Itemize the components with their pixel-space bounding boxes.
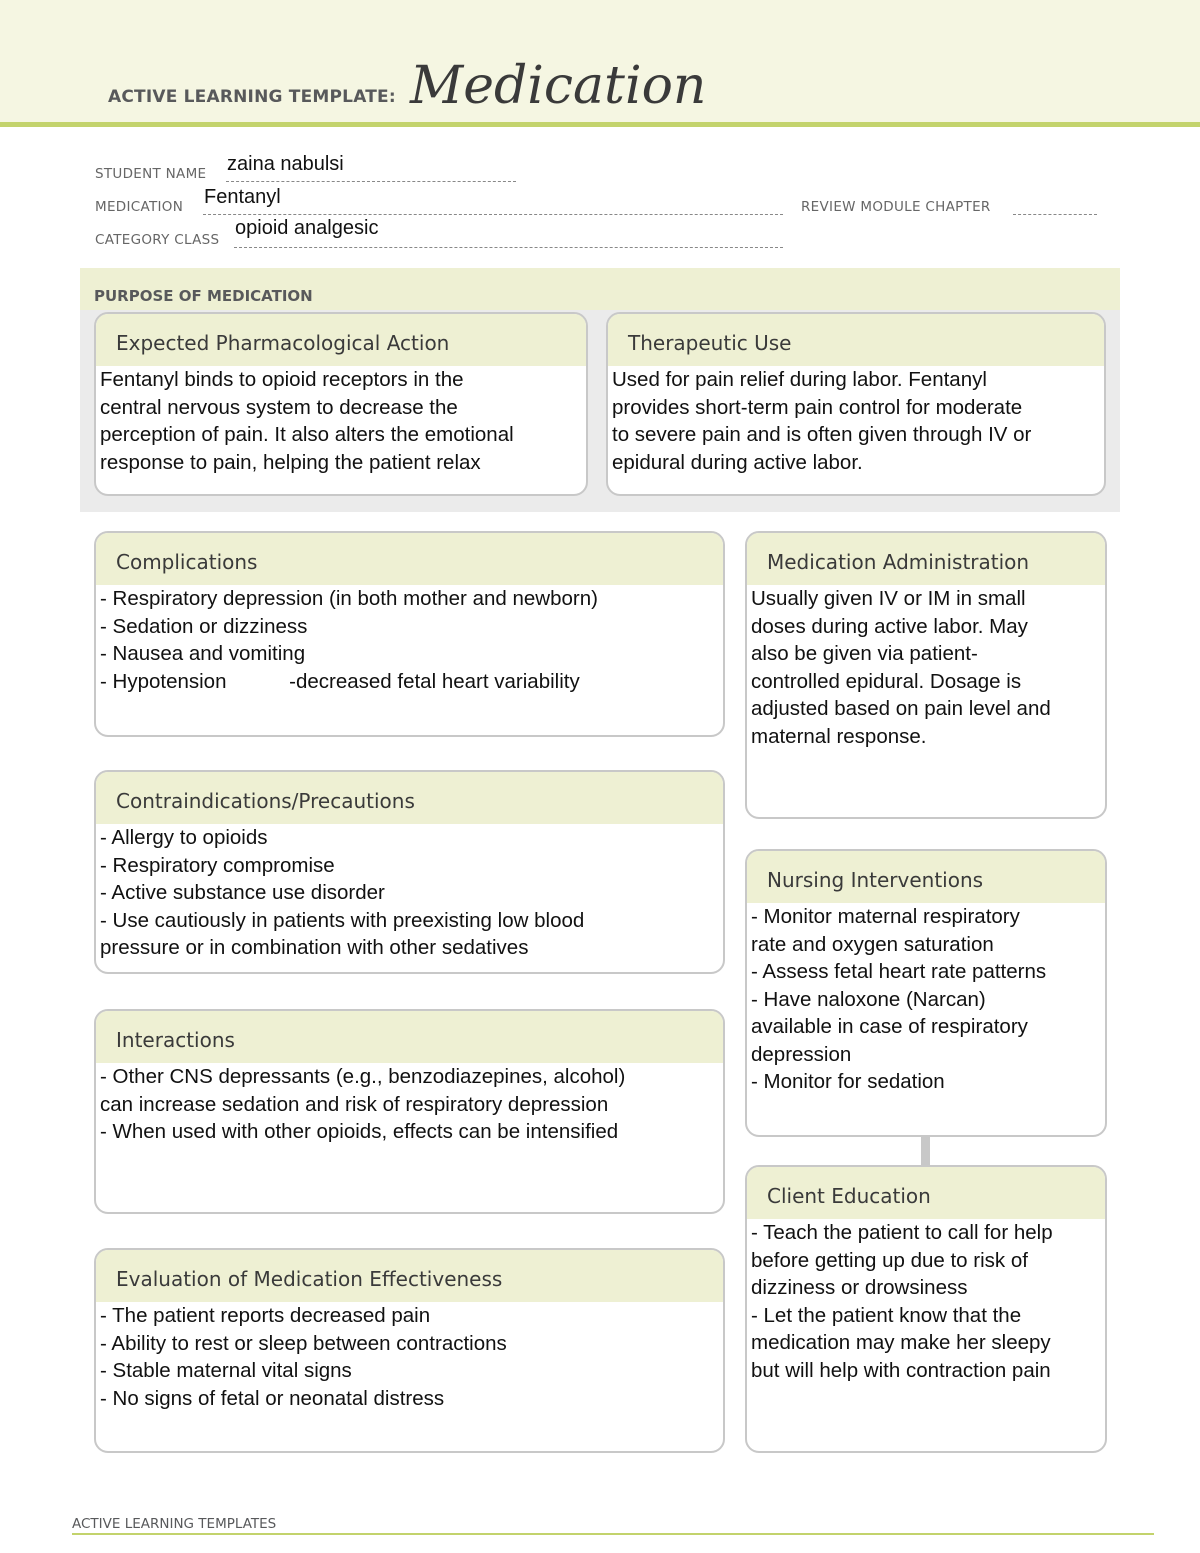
interactions-text[interactable] [96, 1063, 723, 1146]
header-rule [0, 122, 1200, 127]
complications-text[interactable] [96, 585, 723, 695]
review-module-line [1013, 213, 1097, 215]
text-line: provides short-term pain control for moderate [612, 395, 1023, 419]
interactions-heading: Interactions [96, 1011, 723, 1063]
purpose-title: PURPOSE OF MEDICATION [94, 287, 313, 305]
nursing-interventions-heading: Nursing Interventions [747, 851, 1105, 903]
connector-bar [921, 1136, 930, 1166]
text-line: perception of pain. It also alters the emotional [100, 423, 514, 446]
evaluation-text[interactable] [96, 1302, 723, 1412]
student-name-value[interactable]: zaina nabulsi [227, 153, 344, 175]
text-line: - Nausea and vomiting [100, 642, 306, 665]
text-line: to severe pain and is often given through IV or [612, 423, 1032, 446]
text-line: adjusted based on pain level and [751, 697, 1051, 720]
text-line: Usually given IV or IM in small [751, 587, 1026, 610]
student-name-line [226, 180, 516, 182]
text-line: - Teach the patient to call for help [751, 1221, 1053, 1244]
interactions-box [94, 1009, 725, 1214]
text-line: Fentanyl binds to opioid receptors in the [100, 368, 464, 391]
footer-label: ACTIVE LEARNING TEMPLATES [72, 1516, 277, 1532]
contraindications-box [94, 770, 725, 974]
text-line: available in case of respiratory [751, 1015, 1028, 1038]
therapeutic-use-text[interactable] [608, 366, 1104, 476]
evaluation-box [94, 1248, 725, 1453]
text-line: - Respiratory depression (in both mother and newborn) [100, 587, 598, 610]
text-line: pressure or in combination with other sedatives [100, 936, 529, 959]
nursing-interventions-text[interactable] [747, 903, 1105, 1096]
expected-action-heading: Expected Pharmacological Action [96, 314, 586, 366]
text-line: - The patient reports decreased pain [100, 1304, 431, 1327]
text-line: - Monitor for sedation [751, 1070, 945, 1093]
administration-heading: Medication Administration [747, 533, 1105, 585]
text-line: - When used with other opioids, effects can be intensified [100, 1120, 619, 1143]
text-line: dizziness or drowsiness [751, 1276, 968, 1299]
administration-box [745, 531, 1107, 819]
footer-rule [72, 1533, 1154, 1535]
text-line: but will help with contraction pain [751, 1358, 1051, 1382]
text-line: - Respiratory compromise [100, 853, 335, 877]
text-line: depression [751, 1042, 852, 1066]
student-name-label: STUDENT NAME [95, 166, 207, 182]
text-line: - Allergy to opioids [100, 826, 268, 849]
text-line: can increase sedation and risk of respiratory depression [100, 1092, 609, 1116]
text-line: - Let the patient know that the [751, 1303, 1022, 1327]
client-education-text[interactable] [747, 1219, 1105, 1384]
text-line: before getting up due to risk of [751, 1248, 1028, 1272]
text-line: - Active substance use disorder [100, 881, 385, 904]
complications-heading: Complications [96, 533, 723, 585]
text-line: - Monitor maternal respiratory [751, 905, 1020, 928]
text-line: - Have naloxone (Narcan) [751, 987, 986, 1011]
review-module-label: REVIEW MODULE CHAPTER [801, 199, 991, 215]
medication-value[interactable]: Fentanyl [204, 186, 281, 208]
expected-action-box [94, 312, 588, 496]
expected-action-text[interactable] [96, 366, 586, 476]
text-line: - Sedation or dizziness [100, 614, 308, 638]
page-title: Medication [410, 56, 707, 116]
medication-label: MEDICATION [95, 199, 184, 215]
text-line: Used for pain relief during labor. Fentanyl [612, 368, 987, 391]
category-class-line [234, 246, 783, 248]
text-line: - Hypotension -decreased fetal heart variability [100, 669, 580, 693]
therapeutic-use-heading: Therapeutic Use [608, 314, 1104, 366]
text-line: central nervous system to decrease the [100, 395, 458, 419]
text-line: - Use cautiously in patients with preexisting low blood [100, 908, 585, 932]
text-line: response to pain, helping the patient relax [100, 450, 481, 474]
text-line: epidural during active labor. [612, 450, 863, 474]
text-line: controlled epidural. Dosage is [751, 669, 1022, 693]
text-line: also be given via patient- [751, 642, 978, 665]
text-line: - Stable maternal vital signs [100, 1359, 352, 1382]
contraindications-text[interactable] [96, 824, 723, 962]
text-line: - Assess fetal heart rate patterns [751, 960, 1047, 983]
medication-line [203, 213, 783, 215]
text-line: rate and oxygen saturation [751, 932, 994, 956]
template-label: ACTIVE LEARNING TEMPLATE: [108, 87, 396, 107]
therapeutic-use-box [606, 312, 1106, 496]
text-line: - Ability to rest or sleep between contractions [100, 1331, 507, 1355]
text-line: - Other CNS depressants (e.g., benzodiazepines, alcohol) [100, 1065, 626, 1088]
client-education-heading: Client Education [747, 1167, 1105, 1219]
category-class-label: CATEGORY CLASS [95, 232, 220, 248]
nursing-interventions-box [745, 849, 1107, 1137]
text-line: doses during active labor. May [751, 614, 1028, 638]
category-class-value[interactable]: opioid analgesic [235, 217, 379, 239]
complications-box [94, 531, 725, 737]
client-education-box [745, 1165, 1107, 1453]
contraindications-heading: Contraindications/Precautions [96, 772, 723, 824]
administration-text[interactable] [747, 585, 1105, 750]
text-line: - No signs of fetal or neonatal distress [100, 1386, 445, 1410]
text-line: maternal response. [751, 724, 927, 748]
evaluation-heading: Evaluation of Medication Effectiveness [96, 1250, 723, 1302]
text-line: medication may make her sleepy [751, 1331, 1051, 1354]
